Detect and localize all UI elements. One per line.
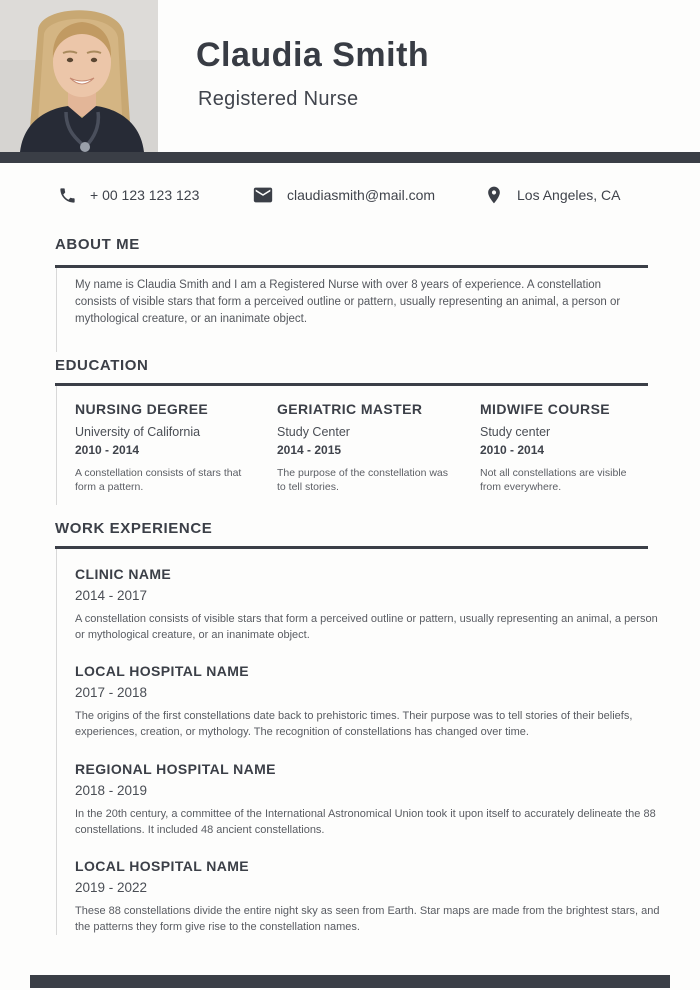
person-name: Claudia Smith — [196, 36, 430, 74]
experience-item — [75, 858, 661, 935]
footer-bar — [30, 975, 670, 988]
education-institution: Study center — [480, 425, 551, 439]
experience-rule — [55, 546, 648, 549]
education-dates: 2010 - 2014 — [480, 443, 545, 457]
person-job-title: Registered Nurse — [198, 88, 359, 110]
education-degree: GERIATRIC MASTER — [277, 401, 423, 417]
experience-item — [75, 566, 661, 643]
phone-number: + 00 123 123 123 — [90, 187, 200, 203]
experience-item — [75, 663, 661, 740]
contact-row — [0, 182, 700, 208]
location-text: Los Angeles, CA — [517, 187, 621, 203]
education-item — [277, 401, 480, 494]
job-dates: 2018 - 2019 — [75, 783, 148, 798]
education-description: Not all constellations are visible from everywhere. — [480, 467, 627, 493]
location-pin-icon — [484, 185, 504, 205]
education-dates: 2014 - 2015 — [277, 443, 342, 457]
contact-email — [252, 182, 435, 208]
phone-icon — [58, 186, 77, 205]
about-left-line — [56, 268, 57, 352]
header-divider-bar — [0, 152, 700, 163]
job-dates: 2014 - 2017 — [75, 588, 148, 603]
experience-left-line — [56, 549, 57, 935]
about-heading: ABOUT ME — [55, 236, 140, 253]
job-title: REGIONAL HOSPITAL NAME — [75, 761, 276, 777]
education-item — [75, 401, 277, 494]
education-heading: EDUCATION — [55, 357, 149, 374]
job-description: These 88 constellations divide the entire night sky as seen from Earth. Star maps are made from the brightest stars, and the patterns they form give rise to the constellation names. — [75, 905, 660, 933]
education-item — [480, 401, 650, 494]
profile-photo — [0, 0, 158, 152]
contact-location — [484, 182, 621, 208]
envelope-icon — [252, 184, 274, 206]
education-institution: University of California — [75, 425, 201, 439]
contact-phone — [58, 182, 199, 208]
job-dates: 2019 - 2022 — [75, 880, 148, 895]
education-degree: MIDWIFE COURSE — [480, 401, 611, 417]
job-title: LOCAL HOSPITAL NAME — [75, 663, 250, 679]
job-description: A constellation consists of visible stars that form a perceived outline or pattern, usually representing an animal, a person or mythological creature, or an inanimate object. — [75, 613, 658, 641]
job-description: The origins of the first constellations date back to prehistoric times. Their purpose was to tell stories of their beliefs, experiences, creation, or mythology. The recognition of constellations has changed over time. — [75, 710, 633, 738]
education-columns — [75, 401, 650, 494]
job-title: LOCAL HOSPITAL NAME — [75, 858, 250, 874]
education-institution: Study Center — [277, 425, 350, 439]
job-description: In the 20th century, a committee of the International Astronomical Union took it upon itself to accurately delineate the 88 constellations. It included 48 ancient constellations. — [75, 808, 656, 836]
about-rule — [55, 265, 648, 268]
profile-photo-illustration — [0, 0, 158, 152]
job-dates: 2017 - 2018 — [75, 685, 148, 700]
education-dates: 2010 - 2014 — [75, 443, 140, 457]
education-degree: NURSING DEGREE — [75, 401, 209, 417]
experience-heading: WORK EXPERIENCE — [55, 520, 213, 537]
education-description: A constellation consists of stars that form a pattern. — [75, 467, 242, 493]
email-address: claudiasmith@mail.com — [287, 187, 436, 203]
experience-item — [75, 761, 661, 838]
about-text: My name is Claudia Smith and I am a Registered Nurse with over 8 years of experience. A constellation consists of visible stars that form a perceived outline or pattern, usually representing an animal, a person or mythological creature, or an inanimate object. — [75, 279, 621, 325]
education-left-line — [56, 386, 57, 505]
education-description: The purpose of the constellation was to tell stories. — [277, 467, 449, 493]
education-rule — [55, 383, 648, 386]
job-title: CLINIC NAME — [75, 566, 172, 582]
